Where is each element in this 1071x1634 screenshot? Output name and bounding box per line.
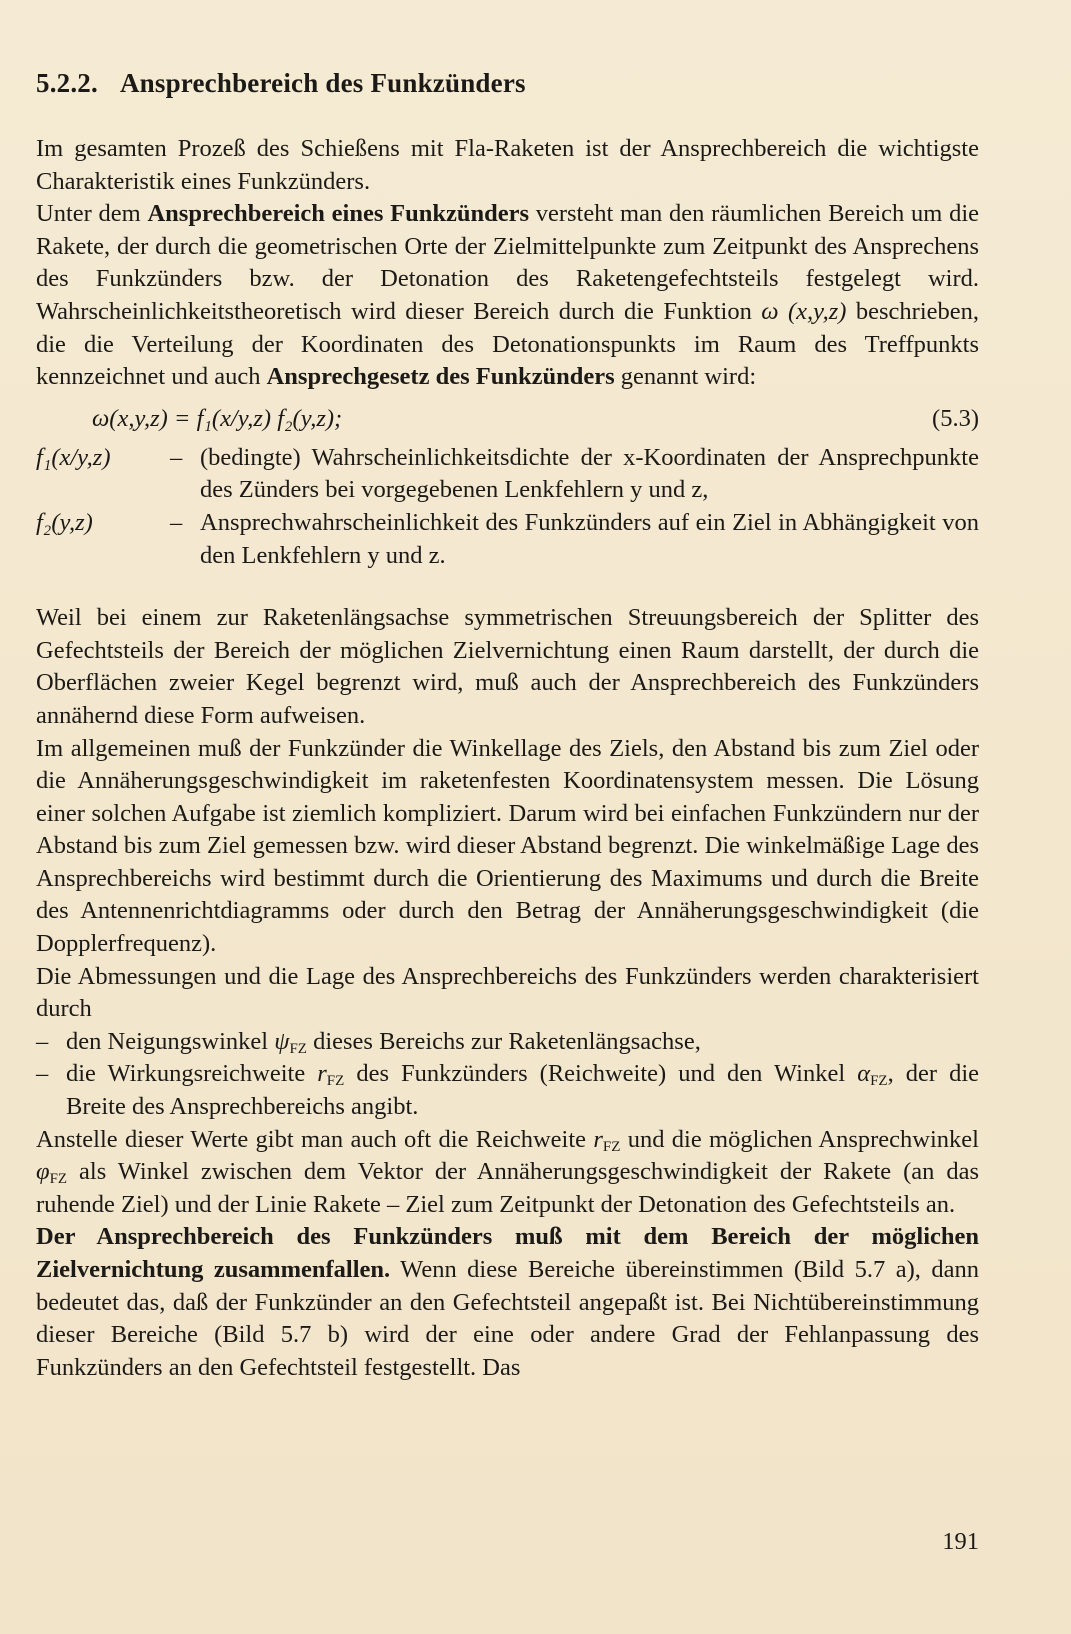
paragraph-dimensions: Die Abmessungen und die Lage des Ansprechbereichs des Funkzünders werden charakterisiert durch: [36, 962, 979, 1023]
legend-symbol: f₂(y,z): [36, 508, 93, 536]
text-run: Wenn diese Bereiche übereinstimmen (Bild 5.7 a), dann bedeutet das, daß der Funkzünder an den Gefechtsteil angepaßt ist. Bei Nichtübereinstimmung dieser Bereiche (Bild 5.7 b) wird der eine oder andere Grad der Fehlanpassung des Funkzünders an den Gefechtsteil festgestellt. Das: [36, 1256, 979, 1381]
bold-term: Ansprechbereich eines Funkzünders: [147, 200, 529, 228]
math-symbol: ψ: [274, 1027, 290, 1055]
text-run: als Winkel zwischen dem Vektor der Annäherungsgeschwindigkeit der Rakete (an das ruhende Ziel) und der Linie Rakete – Ziel zum Zeitpunkt der Detonation des Gefechtsteils an.: [36, 1158, 979, 1218]
equation: [36, 402, 979, 436]
paragraph-measurement: Im allgemeinen muß der Funkzünder die Winkellage des Ziels, den Abstand bis zum Ziel oder die Annäherungsgeschwindigkeit im raketenfesten Koordinatensystem messen. Die Lösung einer solchen Aufgabe ist ziemlich kompliziert. Darum wird bei einfachen Funkzündern nur der Abstand bis zum Ziel gemessen bzw. wird dieser Abstand begrenzt. Die winkelmäßige Lage des Ansprechbereichs wird bestimmt durch die Orientierung des Maximums und durch die Breite des Antennenrichtdiagramms oder durch den Betrag der Annäherungsgeschwindigkeit (die Dopplerfrequenz).: [36, 734, 979, 958]
section-title: Ansprechbereich des Funkzünders: [119, 68, 526, 98]
list-item: [36, 1026, 979, 1059]
list-dash: –: [36, 1027, 49, 1055]
paragraph-intro: Im gesamten Prozeß des Schießens mit Fla-Raketen ist der Ansprechbereich die wichtigste Charakteristik eines Funkzünders.: [36, 135, 979, 195]
paragraph-shape: Weil bei einem zur Raketenlängsachse symmetrischen Streuungsbereich der Splitter des Gefechtsteils der Bereich der möglichen Zielvernichtung einen Raum darstellt, der durch die Oberflächen zweier Kegel begrenzt wird, muß auch der Ansprechbereich des Funkzünders annähernd diese Form aufweisen.: [36, 604, 979, 729]
subscript: FZ: [602, 1138, 621, 1155]
list-item: [36, 1058, 979, 1123]
legend-description: (bedingte) Wahrscheinlichkeitsdichte der x-Koordinaten der Ansprechpunkte des Zünders bei vorgegebenen Lenkfehlern y und z,: [200, 443, 979, 504]
text-run: dieses Bereichs zur Raketenlängsachse,: [306, 1027, 701, 1055]
text-run: den Neigungswinkel: [66, 1027, 275, 1055]
page-number: 191: [942, 1528, 979, 1555]
equation-text: ω(x,y,z) = f₁(x/y,z) f₂(y,z);: [92, 404, 343, 432]
text-run: genannt wird:: [614, 363, 757, 391]
text-run: beschrieben, die die Verteilung der Koordinaten des Detonationspunkts im Raum des Treffpunkts kennzeichnet und auch: [36, 297, 980, 391]
text-run: versteht man den räumlichen Bereich um die Rakete, der durch die geometrischen Orte der Zielmittelpunkte zum Zeitpunkt des Ansprechens des Funkzünders bzw. der Detonation des Raketengefechtsteils festgelegt wird. Wahrscheinlichkeitstheoretisch wird dieser Bereich durch die Funktion: [36, 200, 979, 325]
section-number: 5.2.2.: [36, 68, 98, 98]
paragraph-alternative: [36, 1124, 979, 1222]
section-heading: [36, 68, 979, 99]
text-run: Anstelle dieser Werte gibt man auch oft die Reichweite: [36, 1125, 594, 1153]
math-symbol: ω (x,y,z): [761, 297, 847, 325]
legend-dash: –: [170, 508, 183, 536]
math-symbol: α: [857, 1060, 871, 1088]
subscript: FZ: [289, 1040, 307, 1057]
text-run: die Wirkungsreichweite: [66, 1060, 318, 1088]
text-run: Unter dem: [36, 200, 148, 228]
subscript: FZ: [870, 1073, 888, 1090]
math-symbol: r: [593, 1125, 603, 1153]
subscript: FZ: [49, 1171, 68, 1188]
list-dash: –: [36, 1060, 49, 1088]
math-symbol: φ: [36, 1158, 50, 1186]
bold-term: Ansprechgesetz des Funkzünders: [266, 363, 615, 391]
subscript: FZ: [326, 1073, 345, 1090]
bold-statement: Der Ansprechbereich des Funkzünders muß mit dem Bereich der möglichen Zielvernichtung zusammenfallen.: [36, 1223, 979, 1283]
legend-symbol: f₁(x/y,z): [36, 443, 111, 471]
math-symbol: r: [317, 1060, 327, 1088]
equation-number: (5.3): [932, 404, 979, 432]
legend-dash: –: [170, 443, 183, 471]
text-run: des Funkzünders (Reichweite) und den Winkel: [344, 1060, 858, 1088]
text-run: , der die Breite des Ansprechbereichs angibt.: [66, 1060, 980, 1121]
text-run: und die möglichen Ansprechwinkel: [620, 1125, 979, 1153]
paragraph-definition: [36, 198, 979, 394]
equation-legend: [36, 442, 979, 572]
paragraph-conclusion: [36, 1221, 979, 1384]
legend-description: Ansprechwahrscheinlichkeit des Funkzünders auf ein Ziel in Abhängigkeit von den Lenkfehlern y und z.: [200, 508, 979, 569]
